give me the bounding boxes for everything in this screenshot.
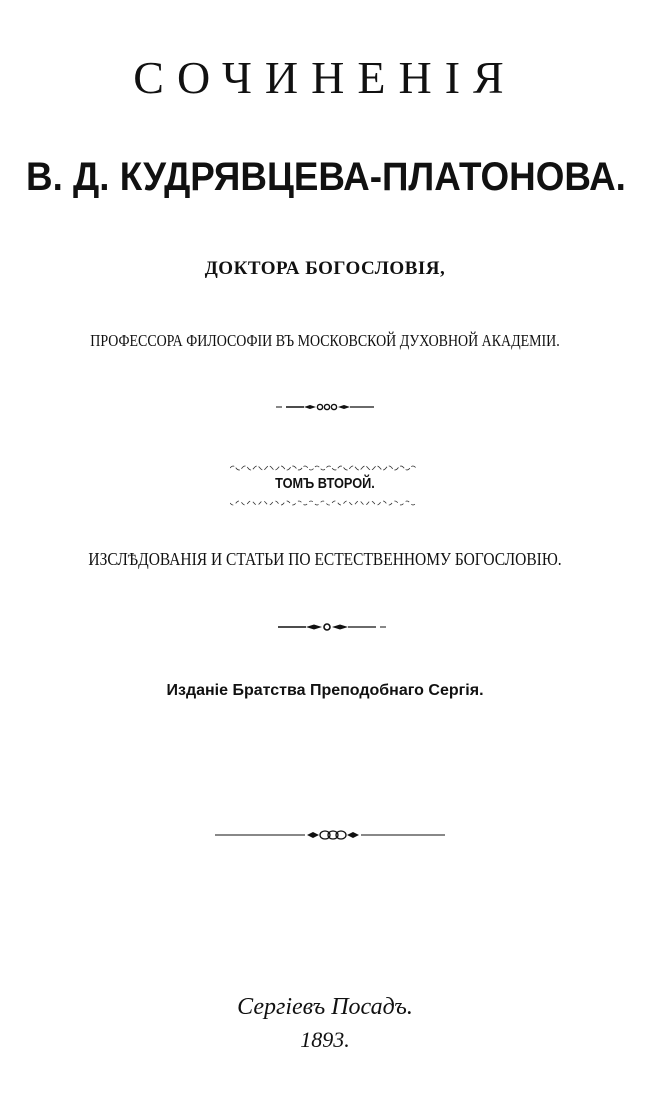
volume-subtitle: ИЗСЛѢДОВАНІЯ И СТАТЬИ ПО ЕСТЕСТВЕННОМУ БОГОСЛОВІЮ.	[88, 549, 562, 569]
divider-ornament-icon	[274, 620, 389, 634]
divider-ornament-icon	[270, 400, 380, 414]
publication-year: 1893.	[300, 1027, 350, 1052]
volume-label: ТОМЪ ВТОРОЙ.	[275, 475, 375, 492]
book-title: СОЧИНЕНІЯ	[133, 52, 517, 103]
publisher: Изданіе Братства Преподобнаго Сергія.	[166, 682, 484, 699]
author-name: В. Д. КУДРЯВЦЕВА-ПЛАТОНОВА.	[26, 155, 626, 199]
author-position: ПРОФЕССОРА ФИЛОСОФІИ ВЪ МОСКОВСКОЙ ДУХОВНОЙ АКАДЕМІИ.	[90, 331, 560, 350]
author-degree: ДОКТОРА БОГОСЛОВІЯ,	[204, 258, 446, 279]
publication-place: Сергіевъ Посадъ.	[237, 994, 413, 1020]
knot-ornament-icon	[215, 827, 445, 843]
wavy-rule-icon	[230, 499, 420, 507]
